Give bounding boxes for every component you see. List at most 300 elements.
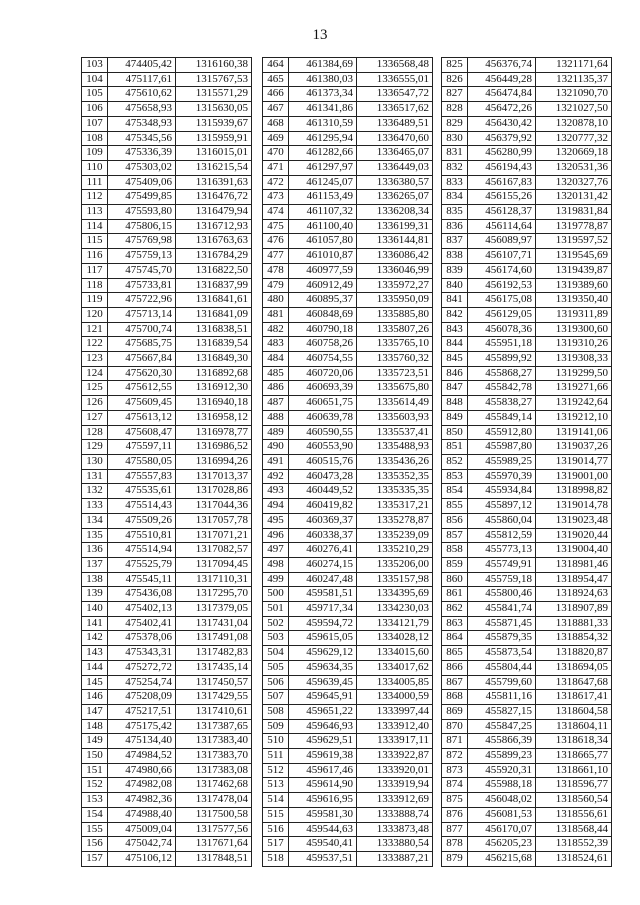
y-coordinate-cell: 1317450,57: [176, 675, 252, 690]
table-row: [263, 278, 433, 293]
y-coordinate-cell: 1317044,36: [176, 499, 252, 514]
y-coordinate-cell: 1319778,87: [536, 219, 612, 234]
table-row: [442, 146, 612, 161]
x-coordinate-cell: 475685,75: [108, 337, 176, 352]
y-coordinate-cell: 1321090,70: [536, 87, 612, 102]
table-row: [442, 278, 612, 293]
point-number-cell: 849: [442, 410, 468, 425]
point-number-cell: 153: [82, 793, 108, 808]
y-coordinate-cell: 1335723,51: [357, 366, 433, 381]
x-coordinate-cell: 459617,46: [289, 763, 357, 778]
y-coordinate-cell: 1334000,59: [357, 690, 433, 705]
table-row: [442, 396, 612, 411]
table-row: [442, 837, 612, 852]
point-number-cell: 844: [442, 337, 468, 352]
x-coordinate-cell: 456167,83: [468, 175, 536, 190]
point-number-cell: 829: [442, 116, 468, 131]
y-coordinate-cell: 1317431,04: [176, 616, 252, 631]
x-coordinate-cell: 475514,43: [108, 499, 176, 514]
point-number-cell: 488: [263, 410, 289, 425]
y-coordinate-cell: 1319300,60: [536, 322, 612, 337]
y-coordinate-cell: 1315571,29: [176, 87, 252, 102]
point-number-cell: 105: [82, 87, 108, 102]
x-coordinate-cell: 475009,04: [108, 822, 176, 837]
table-row: [442, 469, 612, 484]
x-coordinate-cell: 475608,47: [108, 425, 176, 440]
point-number-cell: 489: [263, 425, 289, 440]
point-number-cell: 107: [82, 116, 108, 131]
point-number-cell: 140: [82, 602, 108, 617]
table-row: [442, 381, 612, 396]
x-coordinate-cell: 456174,60: [468, 263, 536, 278]
point-number-cell: 143: [82, 646, 108, 661]
x-coordinate-cell: 460720,06: [289, 366, 357, 381]
point-number-cell: 123: [82, 352, 108, 367]
point-number-cell: 509: [263, 719, 289, 734]
table-row: [263, 513, 433, 528]
x-coordinate-cell: 475620,30: [108, 366, 176, 381]
x-coordinate-cell: 475134,40: [108, 734, 176, 749]
table-row: [263, 543, 433, 558]
x-coordinate-cell: 455920,31: [468, 763, 536, 778]
y-coordinate-cell: 1320878,10: [536, 116, 612, 131]
x-coordinate-cell: 461310,59: [289, 116, 357, 131]
x-coordinate-cell: 455866,39: [468, 734, 536, 749]
x-coordinate-cell: 461384,69: [289, 58, 357, 73]
point-number-cell: 833: [442, 175, 468, 190]
point-number-cell: 513: [263, 778, 289, 793]
point-number-cell: 843: [442, 322, 468, 337]
point-number-cell: 108: [82, 131, 108, 146]
table-row: [82, 205, 252, 220]
point-number-cell: 480: [263, 293, 289, 308]
y-coordinate-cell: 1336568,48: [357, 58, 433, 73]
point-number-cell: 842: [442, 307, 468, 322]
table-row: [82, 352, 252, 367]
point-number-cell: 486: [263, 381, 289, 396]
point-number-cell: 482: [263, 322, 289, 337]
x-coordinate-cell: 456205,23: [468, 837, 536, 852]
y-coordinate-cell: 1334121,79: [357, 616, 433, 631]
table-row: [82, 87, 252, 102]
x-coordinate-cell: 459717,34: [289, 602, 357, 617]
point-number-cell: 106: [82, 102, 108, 117]
point-number-cell: 871: [442, 734, 468, 749]
y-coordinate-cell: 1318560,54: [536, 793, 612, 808]
table-row: [442, 205, 612, 220]
x-coordinate-cell: 459646,93: [289, 719, 357, 734]
y-coordinate-cell: 1317671,64: [176, 837, 252, 852]
y-coordinate-cell: 1318881,33: [536, 616, 612, 631]
point-number-cell: 859: [442, 557, 468, 572]
y-coordinate-cell: 1335352,35: [357, 469, 433, 484]
y-coordinate-cell: 1319004,40: [536, 543, 612, 558]
x-coordinate-cell: 475713,14: [108, 307, 176, 322]
table-row: [82, 660, 252, 675]
x-coordinate-cell: 456170,07: [468, 822, 536, 837]
x-coordinate-cell: 456192,53: [468, 278, 536, 293]
y-coordinate-cell: 1335239,09: [357, 528, 433, 543]
table-row: [82, 337, 252, 352]
table-row: [82, 146, 252, 161]
x-coordinate-cell: 455868,27: [468, 366, 536, 381]
table-row: [82, 410, 252, 425]
point-number-cell: 825: [442, 58, 468, 73]
y-coordinate-cell: 1320777,32: [536, 131, 612, 146]
point-number-cell: 514: [263, 793, 289, 808]
table-row: [263, 469, 433, 484]
table-row: [442, 572, 612, 587]
table-row: [442, 175, 612, 190]
table-row: [263, 793, 433, 808]
point-number-cell: 104: [82, 72, 108, 87]
table-row: [442, 807, 612, 822]
y-coordinate-cell: 1316912,30: [176, 381, 252, 396]
x-coordinate-cell: 456129,05: [468, 307, 536, 322]
table-row: [442, 734, 612, 749]
x-coordinate-cell: 475593,80: [108, 205, 176, 220]
point-number-cell: 498: [263, 557, 289, 572]
table-row: [82, 484, 252, 499]
table-row: [263, 734, 433, 749]
y-coordinate-cell: 1334017,62: [357, 660, 433, 675]
point-number-cell: 464: [263, 58, 289, 73]
table-row: [442, 263, 612, 278]
y-coordinate-cell: 1316849,30: [176, 352, 252, 367]
point-number-cell: 137: [82, 557, 108, 572]
y-coordinate-cell: 1319389,60: [536, 278, 612, 293]
point-number-cell: 515: [263, 807, 289, 822]
y-coordinate-cell: 1335278,87: [357, 513, 433, 528]
point-number-cell: 841: [442, 293, 468, 308]
point-number-cell: 481: [263, 307, 289, 322]
x-coordinate-cell: 475700,74: [108, 322, 176, 337]
table-row: [263, 557, 433, 572]
x-coordinate-cell: 456114,64: [468, 219, 536, 234]
x-coordinate-cell: 455899,92: [468, 352, 536, 367]
table-row: [82, 646, 252, 661]
y-coordinate-cell: 1333917,11: [357, 734, 433, 749]
y-coordinate-cell: 1335206,00: [357, 557, 433, 572]
y-coordinate-cell: 1315630,05: [176, 102, 252, 117]
table-row: [263, 660, 433, 675]
table-row: [263, 778, 433, 793]
y-coordinate-cell: 1316892,68: [176, 366, 252, 381]
table-row: [82, 160, 252, 175]
y-coordinate-cell: 1320327,76: [536, 175, 612, 190]
table-row: [442, 499, 612, 514]
x-coordinate-cell: 475436,08: [108, 587, 176, 602]
x-coordinate-cell: 475510,81: [108, 528, 176, 543]
x-coordinate-cell: 455860,04: [468, 513, 536, 528]
x-coordinate-cell: 460895,37: [289, 293, 357, 308]
x-coordinate-cell: 455827,15: [468, 704, 536, 719]
point-number-cell: 125: [82, 381, 108, 396]
table-row: [82, 440, 252, 455]
table-row: [263, 190, 433, 205]
x-coordinate-cell: 460515,76: [289, 454, 357, 469]
x-coordinate-cell: 455773,13: [468, 543, 536, 558]
y-coordinate-cell: 1316784,29: [176, 249, 252, 264]
x-coordinate-cell: 475106,12: [108, 851, 176, 866]
y-coordinate-cell: 1315959,91: [176, 131, 252, 146]
x-coordinate-cell: 459544,63: [289, 822, 357, 837]
table-row: [82, 528, 252, 543]
table-row: [263, 396, 433, 411]
point-number-cell: 109: [82, 146, 108, 161]
table-row: [442, 425, 612, 440]
point-number-cell: 865: [442, 646, 468, 661]
table-row: [82, 572, 252, 587]
table-row: [82, 499, 252, 514]
y-coordinate-cell: 1336517,62: [357, 102, 433, 117]
x-coordinate-cell: 475303,02: [108, 160, 176, 175]
point-number-cell: 472: [263, 175, 289, 190]
point-number-cell: 838: [442, 249, 468, 264]
y-coordinate-cell: 1318604,58: [536, 704, 612, 719]
table-row: [442, 822, 612, 837]
point-number-cell: 863: [442, 616, 468, 631]
y-coordinate-cell: 1336449,03: [357, 160, 433, 175]
y-coordinate-cell: 1318556,61: [536, 807, 612, 822]
y-coordinate-cell: 1333880,54: [357, 837, 433, 852]
y-coordinate-cell: 1335675,80: [357, 381, 433, 396]
table-row: [82, 807, 252, 822]
y-coordinate-cell: 1321171,64: [536, 58, 612, 73]
table-row: [442, 763, 612, 778]
point-number-cell: 495: [263, 513, 289, 528]
table-row: [442, 513, 612, 528]
x-coordinate-cell: 475597,11: [108, 440, 176, 455]
table-row: [442, 219, 612, 234]
table-row: [263, 366, 433, 381]
point-number-cell: 478: [263, 263, 289, 278]
table-row: [82, 837, 252, 852]
x-coordinate-cell: 455987,80: [468, 440, 536, 455]
y-coordinate-cell: 1336086,42: [357, 249, 433, 264]
x-coordinate-cell: 459651,22: [289, 704, 357, 719]
table-row: [82, 851, 252, 866]
y-coordinate-cell: 1318604,11: [536, 719, 612, 734]
table-row: [82, 381, 252, 396]
coordinate-table-3: [441, 57, 612, 867]
table-row: [263, 675, 433, 690]
table-row: [442, 116, 612, 131]
point-number-cell: 856: [442, 513, 468, 528]
y-coordinate-cell: 1320531,36: [536, 160, 612, 175]
table-row: [263, 719, 433, 734]
y-coordinate-cell: 1336547,72: [357, 87, 433, 102]
table-row: [263, 263, 433, 278]
table-row: [263, 381, 433, 396]
point-number-cell: 469: [263, 131, 289, 146]
table-row: [263, 352, 433, 367]
x-coordinate-cell: 456376,74: [468, 58, 536, 73]
x-coordinate-cell: 455989,25: [468, 454, 536, 469]
point-number-cell: 110: [82, 160, 108, 175]
point-number-cell: 468: [263, 116, 289, 131]
y-coordinate-cell: 1316215,54: [176, 160, 252, 175]
y-coordinate-cell: 1316841,61: [176, 293, 252, 308]
x-coordinate-cell: 456107,71: [468, 249, 536, 264]
table-row: [263, 749, 433, 764]
x-coordinate-cell: 459581,51: [289, 587, 357, 602]
x-coordinate-cell: 456089,97: [468, 234, 536, 249]
x-coordinate-cell: 461100,40: [289, 219, 357, 234]
x-coordinate-cell: 460449,52: [289, 484, 357, 499]
point-number-cell: 491: [263, 454, 289, 469]
x-coordinate-cell: 459639,45: [289, 675, 357, 690]
table-row: [263, 219, 433, 234]
table-row: [442, 58, 612, 73]
x-coordinate-cell: 455871,45: [468, 616, 536, 631]
table-row: [442, 454, 612, 469]
table-row: [263, 690, 433, 705]
x-coordinate-cell: 460274,15: [289, 557, 357, 572]
table-row: [442, 160, 612, 175]
y-coordinate-cell: 1319014,77: [536, 454, 612, 469]
x-coordinate-cell: 475759,13: [108, 249, 176, 264]
x-coordinate-cell: 455759,18: [468, 572, 536, 587]
x-coordinate-cell: 456215,68: [468, 851, 536, 866]
table-row: [442, 410, 612, 425]
table-row: [263, 322, 433, 337]
point-number-cell: 155: [82, 822, 108, 837]
x-coordinate-cell: 475509,26: [108, 513, 176, 528]
point-number-cell: 138: [82, 572, 108, 587]
point-number-cell: 465: [263, 72, 289, 87]
point-number-cell: 839: [442, 263, 468, 278]
y-coordinate-cell: 1316838,51: [176, 322, 252, 337]
point-number-cell: 474: [263, 205, 289, 220]
point-number-cell: 144: [82, 660, 108, 675]
x-coordinate-cell: 455879,35: [468, 631, 536, 646]
x-coordinate-cell: 456379,92: [468, 131, 536, 146]
y-coordinate-cell: 1318907,89: [536, 602, 612, 617]
x-coordinate-cell: 460651,75: [289, 396, 357, 411]
table-row: [82, 469, 252, 484]
x-coordinate-cell: 475402,13: [108, 602, 176, 617]
y-coordinate-cell: 1317482,83: [176, 646, 252, 661]
y-coordinate-cell: 1319212,10: [536, 410, 612, 425]
table-row: [263, 646, 433, 661]
x-coordinate-cell: 455800,46: [468, 587, 536, 602]
point-number-cell: 878: [442, 837, 468, 852]
x-coordinate-cell: 460848,69: [289, 307, 357, 322]
table-row: [263, 822, 433, 837]
point-number-cell: 827: [442, 87, 468, 102]
y-coordinate-cell: 1317577,56: [176, 822, 252, 837]
y-coordinate-cell: 1335157,98: [357, 572, 433, 587]
table-row: [82, 675, 252, 690]
point-number-cell: 150: [82, 749, 108, 764]
point-number-cell: 500: [263, 587, 289, 602]
y-coordinate-cell: 1319308,33: [536, 352, 612, 367]
y-coordinate-cell: 1318568,44: [536, 822, 612, 837]
x-coordinate-cell: 459645,91: [289, 690, 357, 705]
y-coordinate-cell: 1335335,35: [357, 484, 433, 499]
table-row: [82, 749, 252, 764]
y-coordinate-cell: 1317387,65: [176, 719, 252, 734]
table-row: [442, 72, 612, 87]
point-number-cell: 496: [263, 528, 289, 543]
y-coordinate-cell: 1336380,57: [357, 175, 433, 190]
x-coordinate-cell: 461010,87: [289, 249, 357, 264]
x-coordinate-cell: 475609,45: [108, 396, 176, 411]
y-coordinate-cell: 1318954,47: [536, 572, 612, 587]
table-row: [442, 102, 612, 117]
y-coordinate-cell: 1334005,85: [357, 675, 433, 690]
point-number-cell: 518: [263, 851, 289, 866]
y-coordinate-cell: 1316841,09: [176, 307, 252, 322]
x-coordinate-cell: 474982,36: [108, 793, 176, 808]
point-number-cell: 132: [82, 484, 108, 499]
point-number-cell: 826: [442, 72, 468, 87]
point-number-cell: 503: [263, 631, 289, 646]
table-row: [263, 116, 433, 131]
table-row: [442, 131, 612, 146]
table-row: [263, 337, 433, 352]
point-number-cell: 487: [263, 396, 289, 411]
table-row: [263, 440, 433, 455]
table-row: [442, 293, 612, 308]
y-coordinate-cell: 1317057,78: [176, 513, 252, 528]
point-number-cell: 497: [263, 543, 289, 558]
y-coordinate-cell: 1316837,99: [176, 278, 252, 293]
x-coordinate-cell: 475610,62: [108, 87, 176, 102]
y-coordinate-cell: 1319037,26: [536, 440, 612, 455]
x-coordinate-cell: 475769,98: [108, 234, 176, 249]
y-coordinate-cell: 1318617,41: [536, 690, 612, 705]
point-number-cell: 121: [82, 322, 108, 337]
point-number-cell: 141: [82, 616, 108, 631]
x-coordinate-cell: 456194,43: [468, 160, 536, 175]
y-coordinate-cell: 1336489,51: [357, 116, 433, 131]
y-coordinate-cell: 1316822,50: [176, 263, 252, 278]
table-row: [442, 249, 612, 264]
point-number-cell: 483: [263, 337, 289, 352]
y-coordinate-cell: 1333873,48: [357, 822, 433, 837]
point-number-cell: 873: [442, 763, 468, 778]
table-row: [263, 146, 433, 161]
table-row: [82, 72, 252, 87]
table-row: [263, 234, 433, 249]
point-number-cell: 473: [263, 190, 289, 205]
point-number-cell: 114: [82, 219, 108, 234]
table-row: [82, 175, 252, 190]
point-number-cell: 471: [263, 160, 289, 175]
x-coordinate-cell: 475557,83: [108, 469, 176, 484]
table-row: [442, 616, 612, 631]
y-coordinate-cell: 1317094,45: [176, 557, 252, 572]
table-row: [263, 160, 433, 175]
x-coordinate-cell: 475217,51: [108, 704, 176, 719]
table-row: [263, 616, 433, 631]
point-number-cell: 117: [82, 263, 108, 278]
y-coordinate-cell: 1317491,08: [176, 631, 252, 646]
x-coordinate-cell: 455838,27: [468, 396, 536, 411]
x-coordinate-cell: 461380,03: [289, 72, 357, 87]
y-coordinate-cell: 1317435,14: [176, 660, 252, 675]
x-coordinate-cell: 461295,94: [289, 131, 357, 146]
y-coordinate-cell: 1333888,74: [357, 807, 433, 822]
point-number-cell: 470: [263, 146, 289, 161]
table-row: [82, 425, 252, 440]
table-row: [442, 675, 612, 690]
point-number-cell: 146: [82, 690, 108, 705]
y-coordinate-cell: 1319439,87: [536, 263, 612, 278]
x-coordinate-cell: 456472,26: [468, 102, 536, 117]
